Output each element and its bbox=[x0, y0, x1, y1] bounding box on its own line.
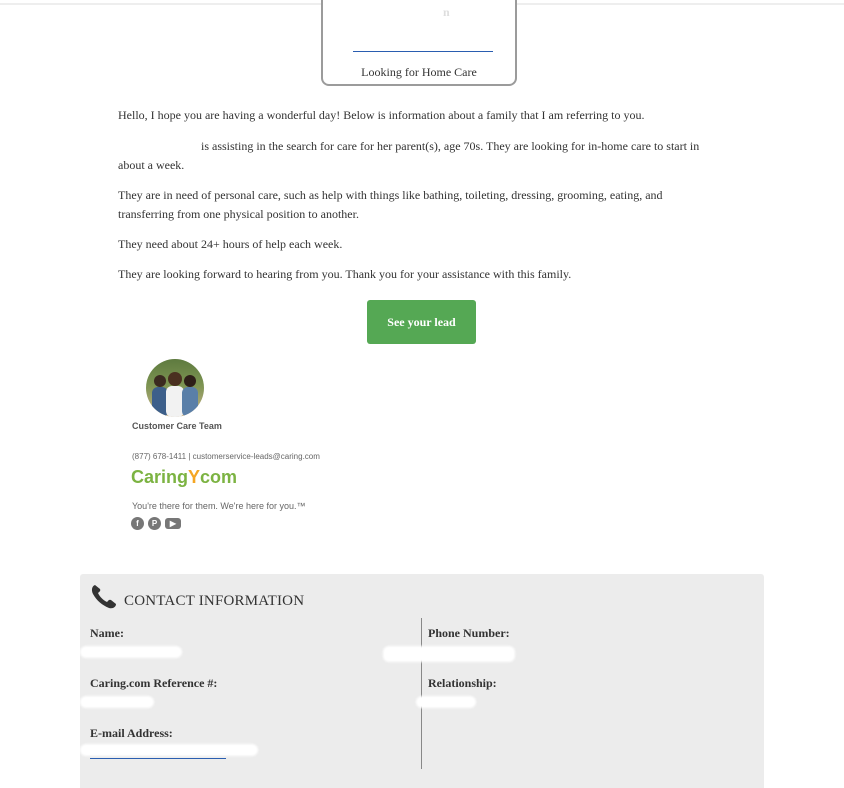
relationship-label: Relationship: bbox=[428, 676, 497, 690]
contact-heading: CONTACT INFORMATION bbox=[124, 593, 305, 609]
youtube-icon[interactable]: ▶ bbox=[165, 518, 181, 529]
care-type: Looking for Home Care bbox=[361, 65, 477, 79]
redacted-reference-value bbox=[80, 696, 154, 708]
signature-contact: (877) 678-1411 | customerservice-leads@caring.com bbox=[132, 452, 320, 461]
redacted-contact-name bbox=[118, 142, 198, 152]
phone-icon bbox=[89, 582, 119, 610]
message-paragraph-2: They are in need of personal care, such as help with things like bathing, toileting, dressing, grooming, eating, and transferring from one physical position to another. bbox=[118, 188, 663, 221]
contact-information-panel bbox=[80, 574, 764, 788]
facebook-icon[interactable]: f bbox=[131, 517, 144, 530]
card-email-link[interactable] bbox=[353, 41, 493, 52]
signature-team: Customer Care Team bbox=[132, 421, 222, 431]
social-links bbox=[131, 517, 181, 530]
caring-logo[interactable]: CaringYcom bbox=[131, 467, 238, 487]
message-paragraph-3: They need about 24+ hours of help each week. bbox=[118, 237, 343, 251]
redacted-name bbox=[363, 5, 473, 21]
referral-card bbox=[321, 0, 517, 86]
team-photo bbox=[146, 359, 204, 417]
phone-label: Phone Number: bbox=[428, 626, 510, 640]
message-paragraph-1: is assisting in the search for care for her parent(s), age 70s. They are looking for in-home care to start in about a week. bbox=[118, 139, 700, 172]
redacted-relationship-value bbox=[416, 696, 476, 708]
see-your-lead-button[interactable]: See your lead bbox=[367, 300, 476, 344]
redacted-name-value bbox=[80, 646, 182, 658]
pinterest-icon[interactable]: P bbox=[148, 517, 161, 530]
reference-label: Caring.com Reference #: bbox=[90, 676, 218, 690]
email-label: E-mail Address: bbox=[90, 726, 173, 740]
message-paragraph-4: They are looking forward to hearing from you. Thank you for your assistance with this family. bbox=[118, 267, 572, 281]
tagline: You're there for them. We're here for you.™ bbox=[132, 501, 306, 511]
logo-figure-icon: Y bbox=[188, 467, 201, 487]
redacted-email-value bbox=[80, 744, 258, 756]
column-divider bbox=[421, 618, 422, 769]
name-label: Name: bbox=[90, 626, 124, 640]
avatar bbox=[146, 359, 204, 417]
redacted-phone-value bbox=[383, 646, 515, 662]
greeting: Hello, I hope you are having a wonderful day! Below is information about a family that I am referring to you. bbox=[118, 108, 645, 122]
